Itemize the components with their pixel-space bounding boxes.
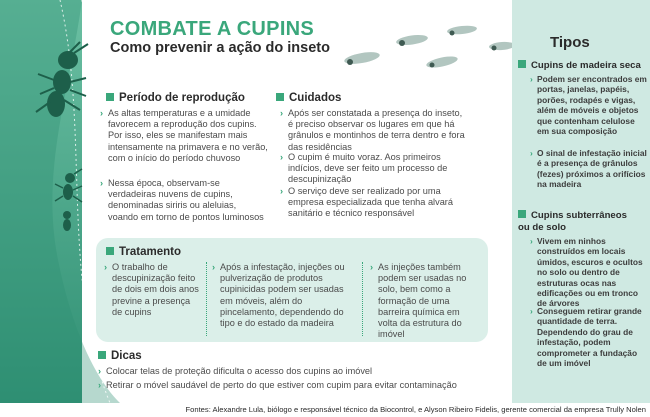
dicas-item: › Retirar o móvel saudável de perto do que estiver com cupim para evitar contaminação bbox=[98, 380, 457, 390]
square-bullet-icon bbox=[106, 247, 114, 255]
square-bullet-icon bbox=[518, 60, 526, 68]
dicas-heading: Dicas bbox=[98, 350, 142, 362]
reproducao-item: › Nessa época, observam-se verdadeiras nuvens de cupins, denominadas siriris ou aleluias, voando em torno de pontos luminosos bbox=[100, 178, 264, 222]
tratamento-item: › As injeções também podem ser usadas no solo, bem como a formação de uma barreira química em volta da estrutura do imóvel bbox=[370, 262, 467, 340]
termite-tiny-icon bbox=[56, 208, 78, 234]
square-bullet-icon bbox=[518, 210, 526, 218]
tratamento-heading: Tratamento bbox=[106, 246, 181, 258]
madeira-seca-heading: Cupins de madeira seca bbox=[518, 60, 648, 72]
flying-termites-icon bbox=[322, 18, 522, 78]
reproducao-heading: Período de reprodução bbox=[106, 92, 245, 104]
madeira-seca-item: › O sinal de infestação inicial é a presença de grânulos (fezes) próximos a orifícios na madeira bbox=[530, 148, 647, 190]
tratamento-item: › Após a infestação, injeções ou pulverização de produtos cupinicidas podem ser usadas em móveis, além do pincelamento, dependendo do tipo e do estado da madeira bbox=[212, 262, 345, 329]
tratamento-item: › O trabalho de descupinização feito de dois em dois anos previne a presença de cupins bbox=[104, 262, 199, 317]
subterraneos-item: › Vivem em ninhos construídos em locais úmidos, escuros e ocultos no solo ou dentro de estruturas ocas nas edificações ou em tronco de árvores bbox=[530, 236, 643, 309]
sources-footer: Fontes: Alexandre Lula, biólogo e responsável técnico da Biocontrol, e Alyson Ribeiro Fidelis, gerente comercial da empresa Trully Nolen bbox=[0, 403, 650, 417]
column-divider bbox=[206, 262, 207, 336]
cuidados-item: › Após ser constatada a presença do inseto, é preciso observar os lugares em que há grânulos e montinhos de terra dentro e fora das residências bbox=[280, 108, 465, 152]
madeira-seca-item: › Podem ser encontrados em portas, janelas, papéis, porões, rodapés e vigas, além de móveis e objetos que contenham celulose em sua composição bbox=[530, 74, 647, 137]
cuidados-item: › O serviço deve ser realizado por uma empresa especializada que tenha alvará sanitário e técnico responsável bbox=[280, 186, 453, 219]
square-bullet-icon bbox=[98, 351, 106, 359]
page-subtitle: Como prevenir a ação do inseto bbox=[110, 40, 330, 56]
tipos-title: Tipos bbox=[550, 34, 590, 51]
cuidados-item: › O cupim é muito voraz. Aos primeiros indícios, deve ser feito um processo de descupinização bbox=[280, 152, 448, 185]
square-bullet-icon bbox=[106, 93, 114, 101]
subterraneos-heading: Cupins subterrâneos ou de solo bbox=[518, 210, 627, 233]
dicas-item: › Colocar telas de proteção dificulta o acesso dos cupins ao imóvel bbox=[98, 366, 373, 376]
termite-icon bbox=[30, 40, 100, 120]
reproducao-item: › As altas temperaturas e a umidade favorecem a reprodução dos cupins. Por isso, eles se manifestam mais intensamente na primavera e no verão, com o início do período chuvoso bbox=[100, 108, 268, 163]
termite-small-icon bbox=[52, 168, 86, 208]
cuidados-heading: Cuidados bbox=[276, 92, 341, 104]
subterraneos-item: › Conseguem retirar grande quantidade de terra. Dependendo do grau de infestação, podem comprometer a fundação de um imóvel bbox=[530, 306, 642, 369]
square-bullet-icon bbox=[276, 93, 284, 101]
column-divider bbox=[362, 262, 363, 336]
page-title: COMBATE A CUPINS bbox=[110, 18, 315, 40]
